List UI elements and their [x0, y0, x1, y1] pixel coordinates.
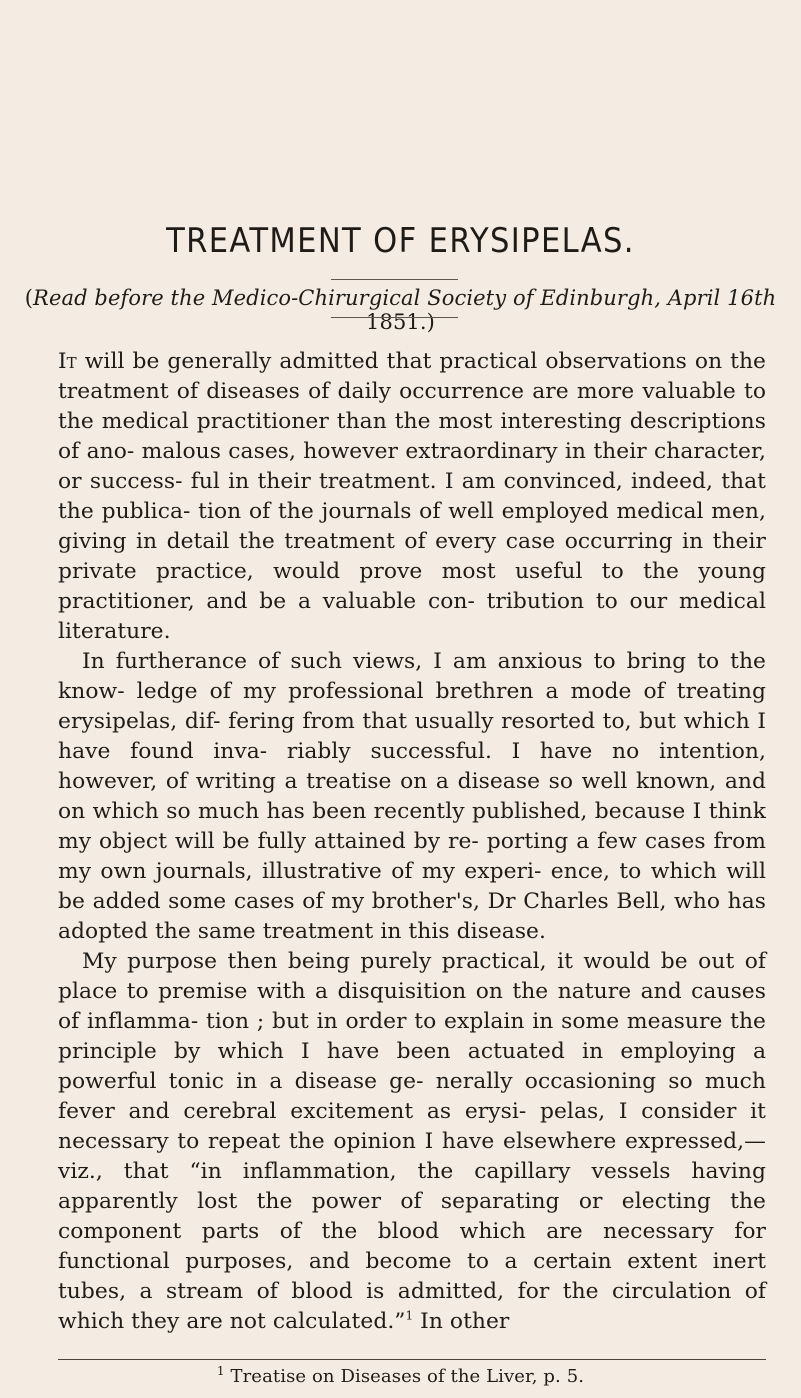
paragraph-1-lead: It — [58, 349, 77, 374]
paragraph-1-text: will be generally admitted that practical observations on the treatment of diseases of daily occurrence are more valuable to the medical practitioner than the most interesting descriptions of ano- malous cases, however extraordinary in their character, or success- ful in their treatment. I am convinced, indeed, that the publica- tion of the journals of well employed medical men, giving in detail the treatment of every case occurring in their private practice, would prove most useful to the young practitioner, and be a valuable con- tribution to our medical literature. — [58, 349, 766, 644]
subtitle-date: 16th — [727, 286, 777, 310]
paragraph-2-text: In furtherance of such views, I am anxious to bring to the know- ledge of my professional brethren a mode of treating erysipelas, dif- fering from that usually resorted to, but which I have found inva- riably successful. I have no intention, however, of writing a treatise on a disease so well known, and on which so much has been recently published, because I think my object will be fully attained by re- porting a few cases from my own journals, illustrative of my experi- ence, to which will be added some cases of my brother's, Dr Charles Bell, who has adopted the same treatment in this disease. — [58, 649, 766, 944]
footnote-text: Treatise on Diseases of the Liver, p. 5. — [230, 1366, 585, 1387]
subtitle-year: 1851.) — [366, 310, 435, 334]
paragraph-3-text: My purpose then being purely practical, it would be out of place to premise with a disquisition on the nature and causes of inflamma- tion ; but in order to explain in some measure the principle by which I have been actuated in employing a powerful tonic in a disease ge- nerally occasioning so much fever and cerebral excitement as erysi- pelas, I consider it necessary to repeat the opinion I have elsewhere expressed,—viz., that “in inflammation, the capillary vessels having apparently lost the power of separating or electing the component parts of the blood which are necessary for functional purposes, and become to a certain extent inert tubes, a stream of blood is admitted, for the circulation of which they are not calculated.” — [58, 949, 766, 1334]
paragraph-3-tail: In other — [413, 1309, 510, 1334]
footnote-rule — [58, 1359, 766, 1360]
subtitle-italic: Read before the Medico-Chirurgical Society of Edinburgh, April — [33, 286, 721, 310]
subtitle — [0, 286, 801, 334]
subtitle-rule-bottom — [331, 317, 458, 318]
paragraph-3 — [58, 947, 766, 1337]
paragraph-2 — [58, 647, 766, 947]
footnote-marker: 1 — [216, 1364, 225, 1378]
page-title: TREATMENT OF ERYSIPELAS. — [166, 221, 635, 261]
subtitle-open: ( — [24, 286, 34, 310]
subtitle-rule-top — [331, 279, 458, 280]
footnote — [0, 1366, 801, 1387]
footnote-reference: 1 — [405, 1308, 414, 1323]
body-text — [58, 347, 766, 1337]
paragraph-1 — [58, 347, 766, 647]
